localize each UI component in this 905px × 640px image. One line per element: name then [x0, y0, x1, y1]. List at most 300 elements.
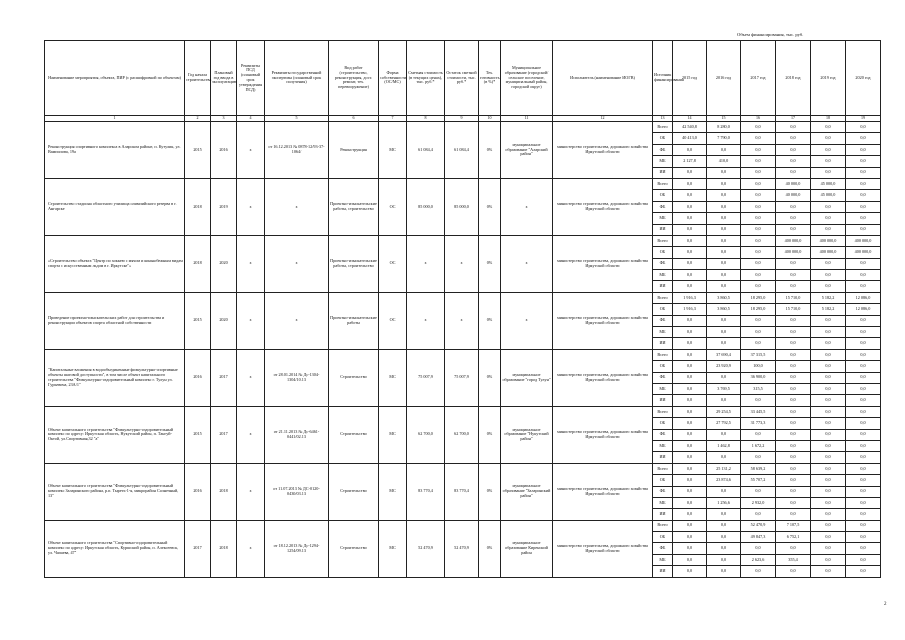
- cell-estimated-cost: 61 084,4: [407, 122, 445, 179]
- col-num: 14: [673, 116, 707, 122]
- cell-object-name: Реконструкция спортивного комплекса в Аларском районе, п. Кутулик, ул. Вампилова, 19а: [45, 122, 185, 179]
- cell-funding-source: ФБ: [653, 144, 673, 155]
- cell-executor: министерство строительства, дорожного хозяйства Иркутской области: [553, 406, 653, 463]
- cell-amount-year-2016: 3 860,5: [707, 292, 741, 303]
- cell-amount-year-2017: 49 847,3: [741, 532, 776, 543]
- cell-readiness: 0%: [479, 349, 501, 406]
- cell-amount-year-2018: 0,0: [776, 418, 811, 429]
- cell-psd-status: х: [237, 520, 265, 577]
- cell-amount-year-2019: 0,0: [811, 463, 846, 474]
- cell-amount-year-2019: 0,0: [811, 315, 846, 326]
- cell-ownership: ОС: [379, 292, 407, 349]
- cell-amount-year-2018: 0,0: [776, 224, 811, 235]
- cell-amount-year-2020: 0,0: [846, 156, 881, 167]
- cell-amount-year-2017: 0,0: [741, 190, 776, 201]
- cell-plan-year: 2020: [211, 292, 237, 349]
- cell-amount-year-2015: 0,0: [673, 418, 707, 429]
- cell-amount-year-2020: 0,0: [846, 554, 881, 565]
- col-num: 13: [653, 116, 673, 122]
- cell-amount-year-2017: 0,0: [741, 122, 776, 133]
- cell-amount-year-2017: 55 707,2: [741, 475, 776, 486]
- cell-plan-year: 2019: [211, 178, 237, 235]
- cell-readiness: 0%: [479, 235, 501, 292]
- table-row: [45, 520, 881, 531]
- cell-funding-source: Всего: [653, 292, 673, 303]
- cell-executor: министерство строительства, дорожного хозяйства Иркутской области: [553, 349, 653, 406]
- cell-amount-year-2020: 12 086,0: [846, 304, 881, 315]
- cell-amount-year-2019: 0,0: [811, 497, 846, 508]
- cell-amount-year-2016: 0,0: [707, 235, 741, 246]
- cell-funding-source: МБ: [653, 270, 673, 281]
- cell-amount-year-2019: 0,0: [811, 201, 846, 212]
- cell-amount-year-2017: 0,0: [741, 224, 776, 235]
- cell-amount-year-2015: 0,0: [673, 224, 707, 235]
- cell-amount-year-2015: 0,0: [673, 167, 707, 178]
- col-num: 17: [776, 116, 811, 122]
- cell-amount-year-2015: 0,0: [673, 258, 707, 269]
- cell-ownership: МС: [379, 463, 407, 520]
- col-num: 9: [445, 116, 479, 122]
- col-num: 7: [379, 116, 407, 122]
- cell-amount-year-2019: 0,0: [811, 543, 846, 554]
- header-start-year: Год начала строительства: [185, 41, 211, 116]
- cell-amount-year-2019: 0,0: [811, 429, 846, 440]
- cell-funding-source: МБ: [653, 213, 673, 224]
- cell-psd-status: х: [237, 292, 265, 349]
- financing-caption: Объем финансирования, тыс. руб.: [737, 32, 804, 37]
- cell-amount-year-2020: 0,0: [846, 178, 881, 189]
- cell-expertise: от 16.12.2013 № 0878-12/93-37-1064/: [265, 122, 329, 179]
- cell-amount-year-2016: 0,0: [707, 566, 741, 577]
- cell-amount-year-2020: 0,0: [846, 543, 881, 554]
- cell-amount-year-2020: 12 086,0: [846, 292, 881, 303]
- col-num: 1: [45, 116, 185, 122]
- cell-amount-year-2020: 0,0: [846, 281, 881, 292]
- header-year-2016: 2016 год: [707, 41, 741, 116]
- cell-amount-year-2016: 0,0: [707, 520, 741, 531]
- cell-amount-year-2015: 0,0: [673, 190, 707, 201]
- cell-municipality: муниципальное образование "Аларский район": [501, 122, 553, 179]
- cell-amount-year-2016: 25 131,2: [707, 463, 741, 474]
- cell-amount-year-2018: 0,0: [776, 133, 811, 144]
- cell-funding-source: ОБ: [653, 475, 673, 486]
- cell-amount-year-2020: 0,0: [846, 463, 881, 474]
- cell-start-year: 2018: [185, 178, 211, 235]
- cell-funding-source: Всего: [653, 406, 673, 417]
- cell-amount-year-2017: 0,0: [741, 566, 776, 577]
- cell-remaining-cost: 61 084,4: [445, 122, 479, 179]
- cell-amount-year-2018: 0,0: [776, 327, 811, 338]
- cell-amount-year-2018: 0,0: [776, 509, 811, 520]
- cell-object-name: Проведение проектно-изыскательских работ для строительства и реконструкции объектов спорта областной собственности: [45, 292, 185, 349]
- cell-amount-year-2019: 0,0: [811, 486, 846, 497]
- cell-funding-source: Всего: [653, 520, 673, 531]
- header-executor: Исполнитель (наименование ИОГВ): [553, 41, 653, 116]
- cell-plan-year: 2018: [211, 520, 237, 577]
- cell-amount-year-2019: 0,0: [811, 224, 846, 235]
- cell-amount-year-2019: 0,0: [811, 452, 846, 463]
- cell-amount-year-2016: 0,0: [707, 270, 741, 281]
- col-num: 6: [329, 116, 379, 122]
- cell-amount-year-2018: 0,0: [776, 406, 811, 417]
- cell-start-year: 2016: [185, 349, 211, 406]
- cell-amount-year-2020: 0,0: [846, 566, 881, 577]
- cell-municipality: муниципальное образование Киренский район: [501, 520, 553, 577]
- cell-amount-year-2019: 0,0: [811, 338, 846, 349]
- cell-funding-source: ОБ: [653, 532, 673, 543]
- cell-plan-year: 2018: [211, 463, 237, 520]
- cell-psd-status: х: [237, 463, 265, 520]
- cell-amount-year-2019: 400 000,0: [811, 247, 846, 258]
- cell-amount-year-2018: 15 710,0: [776, 304, 811, 315]
- cell-amount-year-2017: 0,0: [741, 201, 776, 212]
- cell-amount-year-2015: 0,0: [673, 372, 707, 383]
- cell-amount-year-2016: 0,0: [707, 372, 741, 383]
- table-row: [45, 235, 881, 246]
- table-row: [45, 349, 881, 360]
- cell-amount-year-2020: 400 000,0: [846, 235, 881, 246]
- cell-amount-year-2016: 1 256,6: [707, 497, 741, 508]
- cell-amount-year-2015: 1 916,3: [673, 304, 707, 315]
- cell-work-type: Проектно-изыскательские работы: [329, 292, 379, 349]
- cell-amount-year-2019: 0,0: [811, 327, 846, 338]
- cell-amount-year-2020: 0,0: [846, 395, 881, 406]
- cell-amount-year-2020: 0,0: [846, 383, 881, 394]
- cell-amount-year-2020: 0,0: [846, 509, 881, 520]
- cell-amount-year-2018: 0,0: [776, 429, 811, 440]
- cell-psd-status: х: [237, 406, 265, 463]
- cell-amount-year-2016: 0,0: [707, 395, 741, 406]
- cell-amount-year-2018: 355,4: [776, 554, 811, 565]
- cell-amount-year-2018: 0,0: [776, 372, 811, 383]
- cell-ownership: ОС: [379, 178, 407, 235]
- cell-amount-year-2020: 0,0: [846, 520, 881, 531]
- cell-funding-source: ФБ: [653, 315, 673, 326]
- table-row: [45, 122, 881, 133]
- cell-amount-year-2020: 0,0: [846, 270, 881, 281]
- cell-amount-year-2016: 0,0: [707, 201, 741, 212]
- cell-amount-year-2019: 0,0: [811, 349, 846, 360]
- cell-municipality: муниципальное образование "Заларинский район": [501, 463, 553, 520]
- header-estimated-cost: Сметная стоимость (в текущих ценах), тыс. руб.*: [407, 41, 445, 116]
- cell-amount-year-2017: 0,0: [741, 247, 776, 258]
- cell-amount-year-2016: 0,0: [707, 338, 741, 349]
- cell-amount-year-2017: 0,0: [741, 178, 776, 189]
- cell-amount-year-2016: 23 920,9: [707, 361, 741, 372]
- cell-start-year: 2015: [185, 122, 211, 179]
- cell-amount-year-2019: 0,0: [811, 509, 846, 520]
- col-num: 18: [811, 116, 846, 122]
- cell-amount-year-2020: 0,0: [846, 440, 881, 451]
- cell-amount-year-2017: 100,0: [741, 361, 776, 372]
- cell-amount-year-2019: 0,0: [811, 395, 846, 406]
- cell-amount-year-2016: 0,0: [707, 258, 741, 269]
- cell-amount-year-2018: 0,0: [776, 361, 811, 372]
- cell-ownership: МС: [379, 406, 407, 463]
- table-row: [45, 406, 881, 417]
- cell-estimated-cost: х: [407, 235, 445, 292]
- cell-amount-year-2016: 1 462,8: [707, 440, 741, 451]
- cell-amount-year-2019: 0,0: [811, 372, 846, 383]
- cell-amount-year-2017: 315,5: [741, 383, 776, 394]
- cell-amount-year-2018: 0,0: [776, 566, 811, 577]
- cell-amount-year-2016: 0,0: [707, 213, 741, 224]
- table-body: [45, 122, 881, 578]
- cell-plan-year: 2017: [211, 349, 237, 406]
- cell-amount-year-2016: 0,0: [707, 486, 741, 497]
- cell-work-type: Реконструкция: [329, 122, 379, 179]
- col-num: 16: [741, 116, 776, 122]
- cell-psd-status: х: [237, 349, 265, 406]
- cell-amount-year-2017: 0,0: [741, 315, 776, 326]
- cell-amount-year-2020: 0,0: [846, 258, 881, 269]
- cell-amount-year-2015: 0,0: [673, 406, 707, 417]
- col-num: 10: [479, 116, 501, 122]
- cell-amount-year-2016: 3 769,5: [707, 383, 741, 394]
- cell-amount-year-2020: 0,0: [846, 213, 881, 224]
- cell-executor: министерство строительства, дорожного хозяйства Иркутской области: [553, 292, 653, 349]
- cell-amount-year-2018: 6 752,1: [776, 532, 811, 543]
- cell-funding-source: ФБ: [653, 201, 673, 212]
- cell-amount-year-2015: 0,0: [673, 395, 707, 406]
- cell-amount-year-2015: 42 540,8: [673, 122, 707, 133]
- cell-amount-year-2015: 0,0: [673, 475, 707, 486]
- cell-funding-source: ИИ: [653, 395, 673, 406]
- cell-amount-year-2016: 0,0: [707, 452, 741, 463]
- cell-amount-year-2017: 0,0: [741, 235, 776, 246]
- cell-amount-year-2019: 5 182,2: [811, 292, 846, 303]
- cell-amount-year-2019: 45 000,0: [811, 190, 846, 201]
- cell-amount-year-2020: 0,0: [846, 327, 881, 338]
- cell-amount-year-2019: 5 182,2: [811, 304, 846, 315]
- cell-amount-year-2015: 0,0: [673, 349, 707, 360]
- cell-amount-year-2019: 0,0: [811, 440, 846, 451]
- cell-amount-year-2015: 0,0: [673, 509, 707, 520]
- cell-funding-source: Всего: [653, 178, 673, 189]
- header-row: [45, 41, 881, 116]
- cell-amount-year-2018: 0,0: [776, 122, 811, 133]
- cell-funding-source: МБ: [653, 554, 673, 565]
- header-plan-year: Плановый год ввода в эксплуатацию: [211, 41, 237, 116]
- cell-amount-year-2018: 0,0: [776, 440, 811, 451]
- cell-readiness: 0%: [479, 463, 501, 520]
- cell-amount-year-2018: 0,0: [776, 201, 811, 212]
- cell-estimated-cost: х: [407, 292, 445, 349]
- cell-amount-year-2019: 0,0: [811, 406, 846, 417]
- cell-funding-source: ФБ: [653, 486, 673, 497]
- cell-amount-year-2020: 0,0: [846, 338, 881, 349]
- cell-amount-year-2019: 0,0: [811, 566, 846, 577]
- cell-amount-year-2015: 0,0: [673, 178, 707, 189]
- cell-amount-year-2018: 0,0: [776, 475, 811, 486]
- cell-funding-source: ОБ: [653, 190, 673, 201]
- cell-amount-year-2019: 0,0: [811, 475, 846, 486]
- cell-amount-year-2016: 0,0: [707, 144, 741, 155]
- cell-amount-year-2019: 0,0: [811, 156, 846, 167]
- header-readiness: Тех. готовность (в %)*: [479, 41, 501, 116]
- cell-psd-status: х: [237, 122, 265, 179]
- cell-remaining-cost: х: [445, 292, 479, 349]
- cell-amount-year-2017: 0,0: [741, 213, 776, 224]
- cell-start-year: 2015: [185, 406, 211, 463]
- cell-amount-year-2015: 0,0: [673, 235, 707, 246]
- cell-remaining-cost: 62 700,0: [445, 406, 479, 463]
- cell-funding-source: Всего: [653, 349, 673, 360]
- cell-readiness: 0%: [479, 178, 501, 235]
- cell-funding-source: ОБ: [653, 133, 673, 144]
- cell-amount-year-2017: 0,0: [741, 395, 776, 406]
- cell-funding-source: ФБ: [653, 372, 673, 383]
- cell-expertise: от 11.07.2013 № ДС-0120-0430/03.13: [265, 463, 329, 520]
- cell-amount-year-2020: 0,0: [846, 418, 881, 429]
- cell-amount-year-2020: 400 000,0: [846, 247, 881, 258]
- cell-amount-year-2020: 0,0: [846, 349, 881, 360]
- cell-work-type: Проектно-изыскательские работы, строительство: [329, 235, 379, 292]
- col-num: 3: [211, 116, 237, 122]
- cell-amount-year-2015: 0,0: [673, 532, 707, 543]
- cell-plan-year: 2016: [211, 122, 237, 179]
- cell-object-name: Объект капитального строительства "Физкультурно-оздоровительный комплекс по адресу: Иркутская область, Нукутский район, п. Тангуй-Октой, ул.Спортивная,32 "а": [45, 406, 185, 463]
- cell-amount-year-2016: 7 790,0: [707, 133, 741, 144]
- cell-readiness: 0%: [479, 520, 501, 577]
- cell-amount-year-2017: 37 315,5: [741, 349, 776, 360]
- cell-amount-year-2016: 27 792,5: [707, 418, 741, 429]
- cell-plan-year: 2020: [211, 235, 237, 292]
- cell-funding-source: Всего: [653, 463, 673, 474]
- cell-amount-year-2020: 0,0: [846, 532, 881, 543]
- cell-funding-source: ИИ: [653, 224, 673, 235]
- col-num: 8: [407, 116, 445, 122]
- cell-amount-year-2016: 23 874,6: [707, 475, 741, 486]
- cell-expertise: от 28.01.2014 № Дс-1304-1304/10.13: [265, 349, 329, 406]
- cell-amount-year-2017: 18 295,0: [741, 304, 776, 315]
- cell-amount-year-2017: 31 773,3: [741, 418, 776, 429]
- cell-amount-year-2015: 0,0: [673, 201, 707, 212]
- cell-amount-year-2017: 0,0: [741, 270, 776, 281]
- col-num: 2: [185, 116, 211, 122]
- cell-amount-year-2020: 0,0: [846, 201, 881, 212]
- cell-amount-year-2020: 0,0: [846, 497, 881, 508]
- cell-amount-year-2018: 0,0: [776, 349, 811, 360]
- cell-funding-source: МБ: [653, 156, 673, 167]
- cell-amount-year-2017: 0,0: [741, 429, 776, 440]
- cell-remaining-cost: 75 007,9: [445, 349, 479, 406]
- cell-object-name: Объект капитального строительства "Физкультурно-оздоровительный комплекс Заларинского района, р.п. Тыреть-1-я, микрорайон Солнечный, 13": [45, 463, 185, 520]
- cell-amount-year-2015: 1 916,3: [673, 292, 707, 303]
- cell-amount-year-2015: 0,0: [673, 144, 707, 155]
- table-row: [45, 463, 881, 474]
- cell-executor: министерство строительства, дорожного хозяйства Иркутской области: [553, 178, 653, 235]
- cell-amount-year-2019: 0,0: [811, 361, 846, 372]
- cell-amount-year-2015: 0,0: [673, 213, 707, 224]
- cell-municipality: х: [501, 292, 553, 349]
- table-row: [45, 178, 881, 189]
- cell-amount-year-2015: 0,0: [673, 463, 707, 474]
- cell-amount-year-2015: 0,0: [673, 486, 707, 497]
- cell-estimated-cost: 52 470,9: [407, 520, 445, 577]
- cell-amount-year-2016: 3 860,5: [707, 304, 741, 315]
- cell-amount-year-2019: 0,0: [811, 270, 846, 281]
- cell-amount-year-2019: 0,0: [811, 383, 846, 394]
- cell-amount-year-2019: 0,0: [811, 213, 846, 224]
- cell-amount-year-2017: 0,0: [741, 327, 776, 338]
- cell-remaining-cost: 85 000,0: [445, 178, 479, 235]
- cell-work-type: Строительство: [329, 463, 379, 520]
- header-year-2019: 2019 год: [811, 41, 846, 116]
- col-num: 11: [501, 116, 553, 122]
- cell-municipality: муниципальное образование "Нукутский район": [501, 406, 553, 463]
- cell-amount-year-2017: 0,0: [741, 281, 776, 292]
- cell-funding-source: ИИ: [653, 338, 673, 349]
- cell-amount-year-2018: 0,0: [776, 315, 811, 326]
- cell-amount-year-2017: 0,0: [741, 452, 776, 463]
- cell-amount-year-2019: 0,0: [811, 144, 846, 155]
- cell-amount-year-2018: 40 000,0: [776, 190, 811, 201]
- cell-amount-year-2018: 0,0: [776, 144, 811, 155]
- col-num: 19: [846, 116, 881, 122]
- cell-funding-source: МБ: [653, 440, 673, 451]
- cell-funding-source: Всего: [653, 235, 673, 246]
- cell-expertise: от 21.11.2013 № Дс-6461-0441/02.13: [265, 406, 329, 463]
- cell-municipality: муниципальное образование "город Тулун": [501, 349, 553, 406]
- cell-amount-year-2020: 0,0: [846, 475, 881, 486]
- cell-funding-source: ФБ: [653, 429, 673, 440]
- cell-funding-source: ИИ: [653, 281, 673, 292]
- cell-amount-year-2018: 0,0: [776, 497, 811, 508]
- cell-funding-source: ИИ: [653, 167, 673, 178]
- cell-amount-year-2015: 0,0: [673, 361, 707, 372]
- cell-amount-year-2018: 7 107,5: [776, 520, 811, 531]
- cell-amount-year-2016: 0,0: [707, 429, 741, 440]
- cell-amount-year-2018: 0,0: [776, 543, 811, 554]
- cell-amount-year-2020: 0,0: [846, 315, 881, 326]
- cell-remaining-cost: 52 470,9: [445, 520, 479, 577]
- cell-object-name: «Строительство объекта "Центр по хоккею с мячом и конькобежным видам спорта с искусственным льдом в г. Иркутске"»: [45, 235, 185, 292]
- cell-readiness: 0%: [479, 406, 501, 463]
- cell-amount-year-2020: 0,0: [846, 167, 881, 178]
- cell-amount-year-2016: 0,0: [707, 178, 741, 189]
- cell-amount-year-2017: 0,0: [741, 156, 776, 167]
- cell-amount-year-2017: 0,0: [741, 543, 776, 554]
- cell-amount-year-2020: 0,0: [846, 372, 881, 383]
- cell-ownership: МС: [379, 520, 407, 577]
- cell-amount-year-2018: 400 000,0: [776, 247, 811, 258]
- cell-amount-year-2020: 0,0: [846, 122, 881, 133]
- cell-amount-year-2017: 2 623,6: [741, 554, 776, 565]
- cell-amount-year-2019: 0,0: [811, 281, 846, 292]
- header-work-type: Вид работ (строительство, реконструкция, дост. ремонт, тех. перевооружение): [329, 41, 379, 116]
- cell-amount-year-2020: 0,0: [846, 224, 881, 235]
- cell-work-type: Проектно-изыскательские работы, строительство: [329, 178, 379, 235]
- header-name: Наименование мероприятия, объекта, ПИР (с расшифровкой по объектам): [45, 41, 185, 116]
- cell-amount-year-2016: 0,0: [707, 327, 741, 338]
- cell-amount-year-2018: 0,0: [776, 167, 811, 178]
- page-number: 2: [884, 602, 887, 607]
- cell-amount-year-2016: 0,0: [707, 543, 741, 554]
- cell-funding-source: Всего: [653, 122, 673, 133]
- cell-amount-year-2018: 15 710,0: [776, 292, 811, 303]
- cell-amount-year-2020: 0,0: [846, 144, 881, 155]
- col-num: 5: [265, 116, 329, 122]
- cell-amount-year-2017: 36 900,0: [741, 372, 776, 383]
- cell-amount-year-2020: 0,0: [846, 486, 881, 497]
- cell-expertise: х: [265, 292, 329, 349]
- cell-funding-source: МБ: [653, 497, 673, 508]
- cell-plan-year: 2017: [211, 406, 237, 463]
- cell-amount-year-2016: 0,0: [707, 509, 741, 520]
- cell-amount-year-2018: 0,0: [776, 395, 811, 406]
- header-year-2017: 2017 год: [741, 41, 776, 116]
